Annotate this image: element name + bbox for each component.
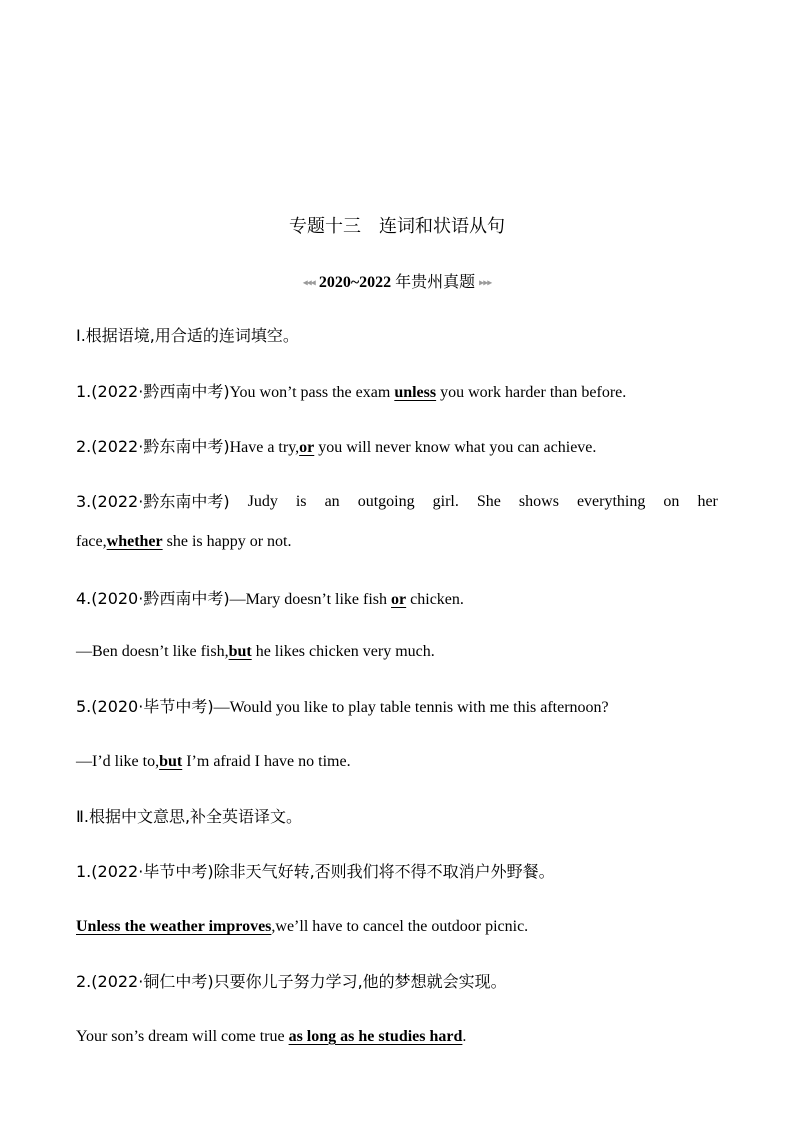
- question-text-before: Have a try,: [229, 439, 300, 456]
- question-5: [76, 697, 718, 718]
- question-source: 2.(2022·黔东南中考): [76, 437, 230, 456]
- word: her: [697, 493, 718, 510]
- answer: unless: [394, 384, 437, 401]
- question-text-before: face,: [76, 533, 107, 550]
- title-topic-number: 专题十三: [289, 216, 361, 237]
- answer: but: [228, 643, 252, 660]
- reply-text-after: he likes chicken very much.: [251, 643, 435, 660]
- chinese-sentence: 除非天气好转,否则我们将不得不取消户外野餐。: [213, 862, 555, 881]
- subtitle-years: 2020~2022: [318, 274, 392, 291]
- section2-heading: Ⅱ.根据中文意思,补全英语译文。: [76, 807, 303, 826]
- question-source: 4.(2020·黔西南中考): [76, 589, 230, 608]
- word: everything: [576, 493, 646, 510]
- question-source: 3.(2022·黔东南中考): [76, 492, 230, 511]
- section1-heading: Ⅰ.根据语境,用合适的连词填空。: [76, 326, 299, 345]
- question-1: [76, 382, 718, 403]
- word: outgoing: [357, 493, 415, 510]
- question-text-after: you will never know what you can achieve.: [314, 439, 597, 456]
- question-text-after: chicken.: [406, 591, 464, 608]
- page-title: [0, 216, 794, 238]
- translation-text-after: .: [462, 1028, 467, 1045]
- question-text-before: You won’t pass the exam: [229, 384, 395, 401]
- word: an: [324, 493, 340, 510]
- translation-1-prompt: [76, 862, 718, 883]
- question-source: 5.(2020·毕节中考): [76, 697, 214, 716]
- question-text: —Would you like to play table tennis with me this afternoon?: [213, 699, 609, 716]
- question-text-before: —Mary doesn’t like fish: [229, 591, 392, 608]
- answer: whether: [106, 533, 163, 550]
- right-arrows-decoration: ▸▸▸: [479, 277, 492, 289]
- reply-text-before: —I’d like to,: [76, 753, 160, 770]
- question-3-line-2: [76, 532, 718, 552]
- translation-text-after: ,we’ll have to cancel the outdoor picnic.: [271, 918, 529, 935]
- word: She: [476, 493, 501, 510]
- title-topic-name: 连词和状语从句: [379, 216, 505, 237]
- question-source: 1.(2022·黔西南中考): [76, 382, 230, 401]
- question-3-line-1: [76, 492, 718, 512]
- word: shows: [518, 493, 559, 510]
- question-2: [76, 437, 718, 458]
- reply-text-after: I’m afraid I have no time.: [182, 753, 351, 770]
- left-arrows-decoration: ◂◂◂: [302, 277, 315, 289]
- word: is: [295, 493, 307, 510]
- answer: Unless the weather improves: [76, 918, 272, 935]
- question-source: 2.(2022·铜仁中考): [76, 972, 214, 991]
- answer: as long as he studies hard: [288, 1028, 463, 1045]
- translation-2-prompt: [76, 972, 718, 993]
- answer: or: [391, 591, 407, 608]
- translation-text-before: Your son’s dream will come true: [76, 1028, 289, 1045]
- word: on: [663, 493, 680, 510]
- subtitle-text: 年贵州真题: [395, 272, 476, 291]
- chinese-sentence: 只要你儿子努力学习,他的梦想就会实现。: [213, 972, 507, 991]
- answer: or: [299, 439, 315, 456]
- question-4: [76, 589, 718, 610]
- reply-text-before: —Ben doesn’t like fish,: [76, 643, 229, 660]
- question-source: 1.(2022·毕节中考): [76, 862, 214, 881]
- question-4-reply: [76, 642, 718, 662]
- translation-1-answer: [76, 917, 718, 937]
- question-text-after: she is happy or not.: [162, 533, 292, 550]
- word: girl.: [432, 493, 459, 510]
- translation-2-answer: [76, 1027, 718, 1047]
- question-5-reply: [76, 752, 718, 772]
- word: Judy: [247, 493, 278, 510]
- page-subtitle: [0, 272, 794, 293]
- question-text-after: you work harder than before.: [436, 384, 627, 401]
- answer: but: [159, 753, 183, 770]
